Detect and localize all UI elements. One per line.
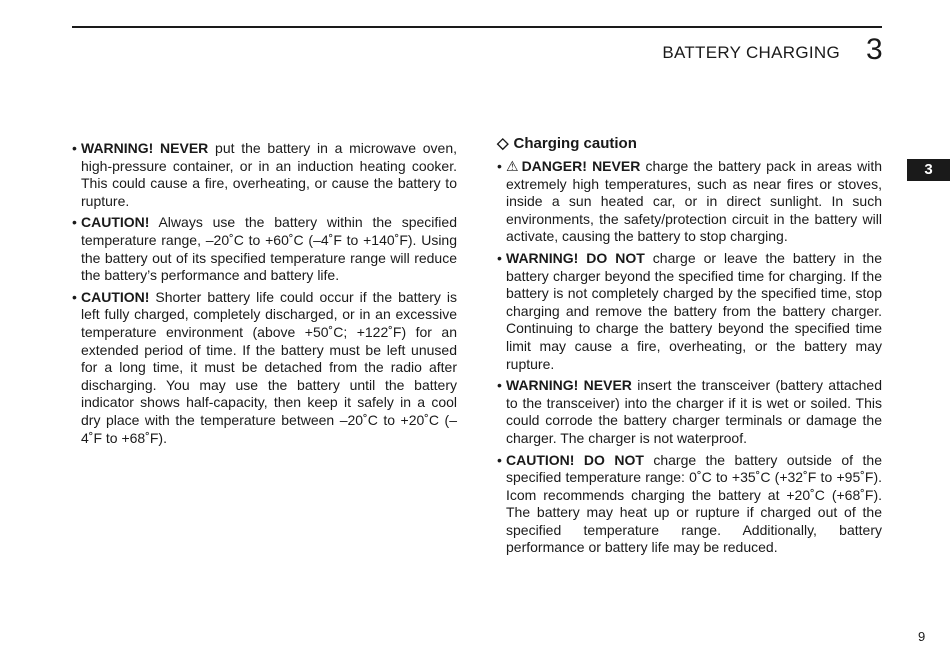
bullet-icon: • xyxy=(497,451,502,468)
left-column xyxy=(72,140,457,451)
item-lead: WARNING! NEVER xyxy=(81,140,209,156)
bullet-icon: • xyxy=(497,249,502,266)
bullet-icon: • xyxy=(497,377,502,394)
section-title: BATTERY CHARGING xyxy=(662,43,840,62)
bullet-icon: • xyxy=(72,140,77,156)
page-number: 9 xyxy=(918,629,926,644)
warning-triangle-icon: ⚠ xyxy=(506,158,519,174)
section-heading xyxy=(497,135,882,153)
item-text: Shorter battery life could occur if the battery is left fully charged, completely discharged, or in an excessive temperature environment (above +50˚C; +122˚F) for an extended period of time. If the battery must be left unused for a long time, it must be detached from the radio after discharging. You may use the battery until the battery indicator shows half-capacity, then keep it safely in a cool dry place with the temperature between –20˚C to +20˚C (–4˚F to +68˚F). xyxy=(81,288,457,446)
list-item xyxy=(497,452,882,558)
chapter-side-tab: 3 xyxy=(907,159,950,181)
list-item xyxy=(72,214,457,284)
list-item xyxy=(497,158,882,246)
item-text: charge the battery outside of the specified temperature range: 0˚C to +35˚C (+32˚F to +95˚F). Icom recommends charging the battery at +20˚C (+68˚F). The battery may heat up or rupture if charged out of the specified temperature range. Additionally, battery performance or battery life may be reduced. xyxy=(506,451,882,556)
item-lead: DANGER! NEVER xyxy=(521,158,641,174)
item-lead: CAUTION! DO NOT xyxy=(506,451,644,468)
bullet-icon: • xyxy=(72,288,77,305)
item-lead: WARNING! NEVER xyxy=(506,377,632,394)
list-item xyxy=(72,289,457,447)
list-item xyxy=(497,377,882,447)
list-item xyxy=(497,250,882,373)
item-text: put the battery in a microwave oven, high-pressure container, or in an induction heating cooker. This could cause a fire, overheating, or cause the battery to rupture. xyxy=(81,140,457,209)
item-text: Always use the battery within the specified temperature range, –20˚C to +60˚C (–4˚F to +140˚F). Using the battery out of its specified temperature range will reduce the battery’s performance and battery life. xyxy=(81,214,457,284)
list-item xyxy=(72,140,457,210)
top-rule xyxy=(72,26,882,28)
item-lead: CAUTION! xyxy=(81,288,150,305)
right-column xyxy=(497,135,882,561)
item-lead: CAUTION! xyxy=(81,214,150,231)
bullet-icon: • xyxy=(497,158,502,174)
item-text: charge or leave the battery in the battery charger beyond the specified time for charging. If the battery is not completely charged by the specified time, stop charging and remove the battery from the battery charger. Continuing to charge the battery beyond the specified time limit may cause a fire, overheating, or the battery may rupture. xyxy=(506,249,882,372)
item-text: insert the transceiver (battery attached to the transceiver) into the charger if it is wet or soiled. This could corrode the battery charger terminals or damage the charger. The charger is not waterproof. xyxy=(506,377,882,446)
item-lead: WARNING! DO NOT xyxy=(506,249,645,266)
diamond-icon: ◇ xyxy=(497,135,509,152)
heading-text: Charging caution xyxy=(513,135,637,152)
item-text: charge the battery pack in areas with extremely high temperatures, such as near fires or stoves, inside a sun heated car, or in direct sunlight. In such environments, the safety/protection circuit in the battery will activate, causing the battery to stop charging. xyxy=(506,158,882,245)
chapter-number: 3 xyxy=(866,33,883,66)
bullet-icon: • xyxy=(72,214,77,231)
